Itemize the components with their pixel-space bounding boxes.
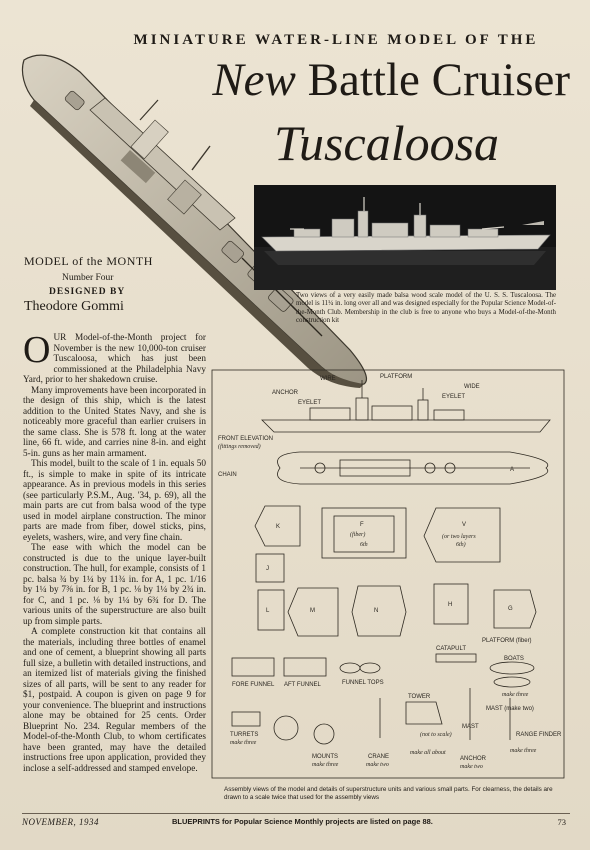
label-catapult: CATAPULT [436, 646, 467, 652]
paragraph-text: UR Model-of-the-Month project for November is the new 10,000-ton cruiser Tuscaloosa, which has just been commissioned at the Philadelphia Navy Yard, prior to her shakedown cruise. [23, 333, 206, 385]
label-make-two-2: make two [460, 764, 483, 770]
part-v: V [462, 522, 467, 528]
label-wide: WIDE [464, 384, 480, 390]
article-body [23, 329, 206, 774]
part-h: H [448, 602, 453, 608]
label-eyelet: EYELET [298, 400, 322, 406]
series-title: MODEL of the MONTH [24, 254, 153, 268]
label-tower: TOWER [408, 694, 431, 700]
label-wire: WIRE [320, 376, 336, 382]
label-crane: CRANE [368, 754, 390, 760]
label-mast-b: MAST [462, 724, 479, 730]
label-fiber: (fiber) [350, 532, 366, 538]
label-funnel-tops: FUNNEL TOPS [342, 680, 384, 686]
part-m: M [310, 608, 315, 614]
label-make-three-2: make three [230, 740, 257, 746]
blueprints-note: BLUEPRINTS for Popular Science Monthly projects are listed on page 88. [172, 817, 433, 826]
series-number: Number Four [62, 273, 114, 283]
label-two-layers-2: 6th) [456, 542, 466, 548]
title-ship-name: Tuscaloosa [274, 115, 500, 171]
label-make-two: make two [366, 762, 389, 768]
label-mounts: MOUNTS [312, 754, 338, 760]
article-paragraph: The ease with which the model can be constructed is due to the unique layer-built construction. The hull, for example, consists of 1 pc. balsa ¾ by 1¼ by 11¾ in. for A, 1 pc. 1/16 by 1¼ by 7⅜ in. for B, 1 pc. ⅛ by 1¼ by 2¾ in. for C, and 1 pc. ⅛ by 1¼ by 6¾ for D. The various units of the superstructure are also built up from simple parts. [23, 543, 206, 627]
label-two-layers: (or two layers [442, 534, 476, 540]
label-make-three: make three [502, 692, 529, 698]
side-view-photo [254, 185, 556, 290]
page-number: 73 [557, 817, 566, 827]
label-platform-fiber: PLATFORM (fiber) [482, 638, 532, 644]
author-name: Theodore Gommi [24, 299, 124, 314]
label-eyelet-2: EYELET [442, 394, 466, 400]
part-l: L [266, 608, 270, 614]
label-front-elevation: FRONT ELEVATION [218, 436, 274, 442]
label-make-three-4: make three [510, 748, 537, 754]
designed-by-label: DESIGNED BY [49, 287, 126, 297]
article-paragraph: Many improvements have been incorporated in the design of this ship, which is the latest addition to the United States Navy, and she is noticeably more graceful than earlier cruisers in the same class. She is 578 ft. long at the water line, 66 ft. wide, and carries nine 8-in. and eight 5-in. guns as her main armament. [23, 385, 206, 459]
assembly-blueprint [210, 368, 566, 783]
label-range-finder: RANGE FINDER [516, 732, 562, 738]
label-make-all-about: make all about [410, 750, 446, 756]
label-chain: CHAIN [218, 472, 237, 478]
label-sixth: 6th [360, 542, 368, 548]
label-boats: BOATS [504, 656, 524, 662]
label-make-three-3: make three [312, 762, 339, 768]
drop-cap: O [23, 329, 51, 371]
article-paragraph [23, 329, 206, 386]
label-deck-a: A [510, 467, 515, 473]
article-paragraph: A complete construction kit that contains all the materials, including three bottles of enamel and one of cement, a blueprint showing all parts full size, a bulletin with detailed instructions, and an itemized list of materials giving the finished sizes of all parts, will be sent to any reader for $1, postpaid. A coupon is given on page 9 for your convenience. The blueprint and instructions alone may be obtained for 25 cents. Order Blueprint No. 234. Regular members of the Model-of-the-Month Club, to whom certificates have been granted, may have the detailed instructions free upon application, provided they inclose a self-addressed and stamped envelope. [23, 627, 206, 774]
part-g: G [508, 606, 513, 612]
part-k: K [276, 524, 281, 530]
label-anchor: ANCHOR [272, 390, 299, 396]
part-n: N [374, 608, 379, 614]
label-mast: MAST (make two) [486, 706, 534, 712]
label-not-to-scale: (not to scale) [420, 732, 452, 738]
label-fittings-removed: (fittings removed) [218, 444, 261, 450]
label-anchor-2: ANCHOR [460, 756, 487, 762]
photo-caption: Two views of a very easily made balsa wood scale model of the U. S. S. Tuscaloosa. The model is 11¼ in. long over all and was designed especially for the Popular Science Model-of-the-Month Club. Membership in the club is free to anyone who buys a Model-of-the-Month construction kit [296, 292, 556, 325]
series-byline [24, 254, 194, 315]
part-f: F [360, 522, 364, 528]
title-kicker: MINIATURE WATER-LINE MODEL OF THE [133, 32, 539, 48]
title-battle-cruiser: Battle Cruiser [307, 54, 570, 106]
page-footer [22, 813, 570, 830]
title-new-word: New [212, 54, 296, 106]
blueprint-caption: Assembly views of the model and details of superstructure units and various small parts. For clearness, the details are drawn to a scale twice that used for the assembly views [224, 786, 553, 801]
label-fore-funnel: FORE FUNNEL [232, 682, 275, 688]
part-j: J [266, 566, 269, 572]
article-paragraph: This model, built to the scale of 1 in. equals 50 ft., is simple to make in spite of its intricate appearance. As in previous models in this series (see particularly P.S.M., Aug. '34, p. 69), all the main parts are cut from balsa wood of the type used in model airplane construction. The minor parts are made from fiber, dowel sticks, pins, eyelets, washers, wire, and very fine chain. [23, 459, 206, 543]
issue-date: NOVEMBER, 1934 [22, 817, 99, 827]
label-platform: PLATFORM [380, 374, 413, 380]
label-turrets: TURRETS [230, 732, 259, 738]
label-aft-funnel: AFT FUNNEL [284, 682, 321, 688]
